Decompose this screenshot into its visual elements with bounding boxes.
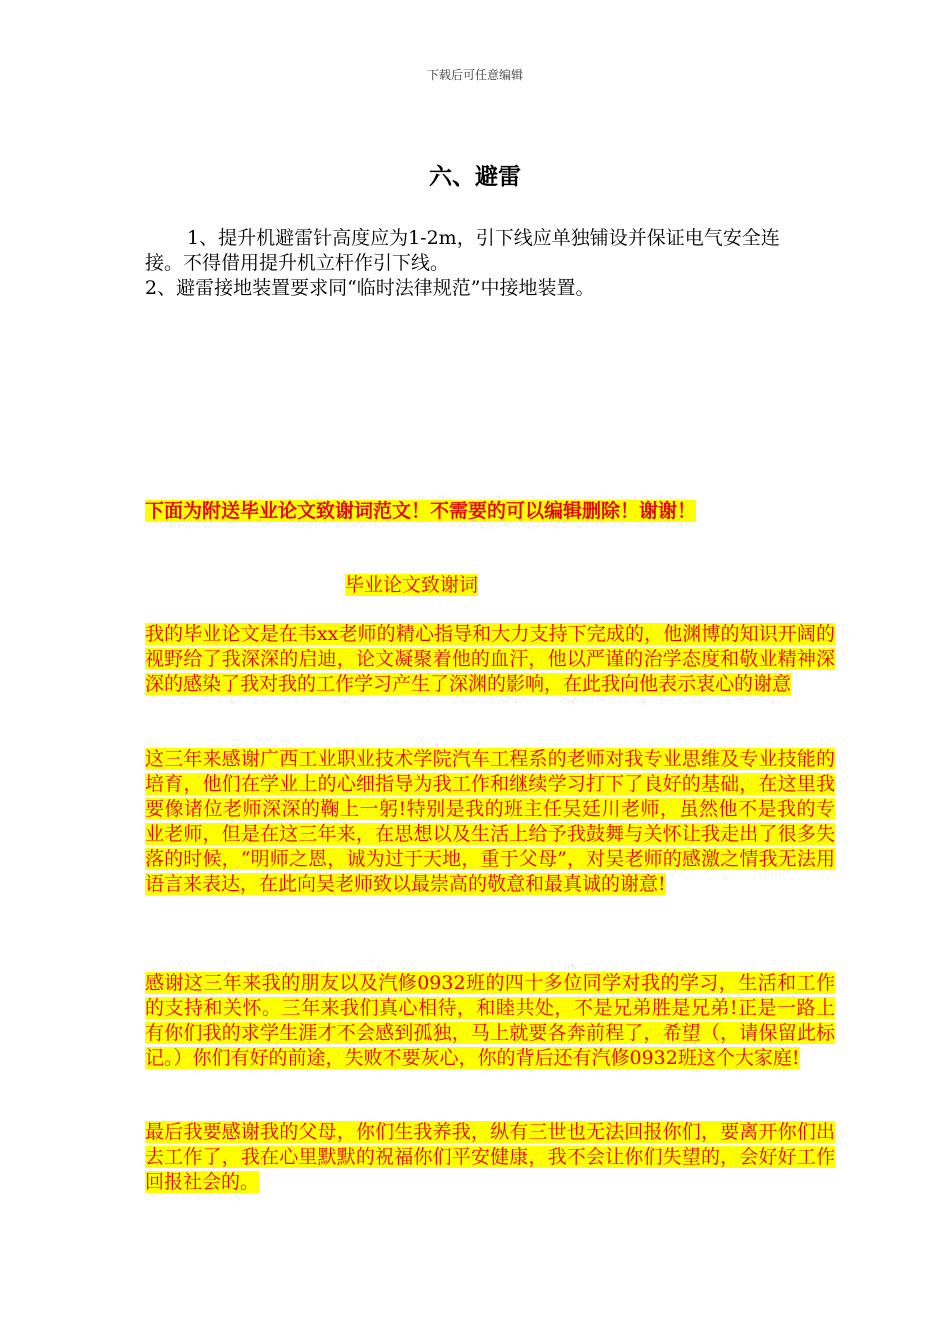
appendix-paragraph [145,971,835,1071]
appendix-title-text: 毕业论文致谢词 [345,574,479,596]
appendix-paragraph-text: 这三年来感谢广西工业职业技术学院汽车工程系的老师对我专业思维及专业技能的培育，他们在学业上的心细指导为我工作和继续学习打下了良好的基础，在这里我要像诸位老师深深的鞠上一躬!特别是我的班主任吴廷川老师，虽然他不是我的专业老师，但是在这三年来，在思想以及生活上给予我鼓舞与关怀让我走出了很多失落的时候，“明师之恩，诚为过于天地，重于父母”，对吴老师的感激之情我无法用语言来表达，在此向吴老师致以最崇高的敬意和最真诚的谢意! [145,748,835,895]
appendix-notice [145,498,696,524]
section-title: 六、避雷 [429,164,521,190]
page-header-note: 下载后可任意编辑 [426,68,523,82]
appendix-paragraph-text: 最后我要感谢我的父母，你们生我养我，纵有三世也无法回报你们，要离开你们出去工作了，我在心里默默的祝福你们平安健康，我不会让你们失望的，会好好工作回报社会的。 [145,1121,835,1193]
appendix-notice-text: 下面为附送毕业论文致谢词范文！不需要的可以编辑删除！谢谢！ [145,500,697,522]
section-paragraph: 1、提升机避雷针高度应为1-2m，引下线应单独铺设并保证电气安全连接。不得借用提升机立杆作引下线。 [145,227,780,274]
appendix-paragraph [145,1120,835,1195]
appendix-paragraph [145,622,835,697]
appendix-paragraph-text: 我的毕业论文是在韦xx老师的精心指导和大力支持下完成的，他渊博的知识开阔的视野给了我深深的启迪，论文凝聚着他的血汗，他以严谨的治学态度和敬业精神深深的感染了我对我的工作学习产生了深渊的影响，在此我向他表示衷心的谢意 [145,623,835,695]
section-paragraph: 2、避雷接地装置要求同“临时法律规范”中接地装置。 [145,277,595,299]
appendix-paragraph [145,747,835,897]
appendix-paragraph-text: 感谢这三年来我的朋友以及汽修0932班的四十多位同学对我的学习，生活和工作的支持和关怀。三年来我们真心相待，和睦共处，不是兄弟胜是兄弟!正是一路上有你们我的求学生涯才不会感到孤独，马上就要各奔前程了，希望（，请保留此标记。）你们有好的前途，失败不要灰心，你的背后还有汽修0932班这个大家庭! [145,972,835,1069]
appendix-title [345,573,478,598]
